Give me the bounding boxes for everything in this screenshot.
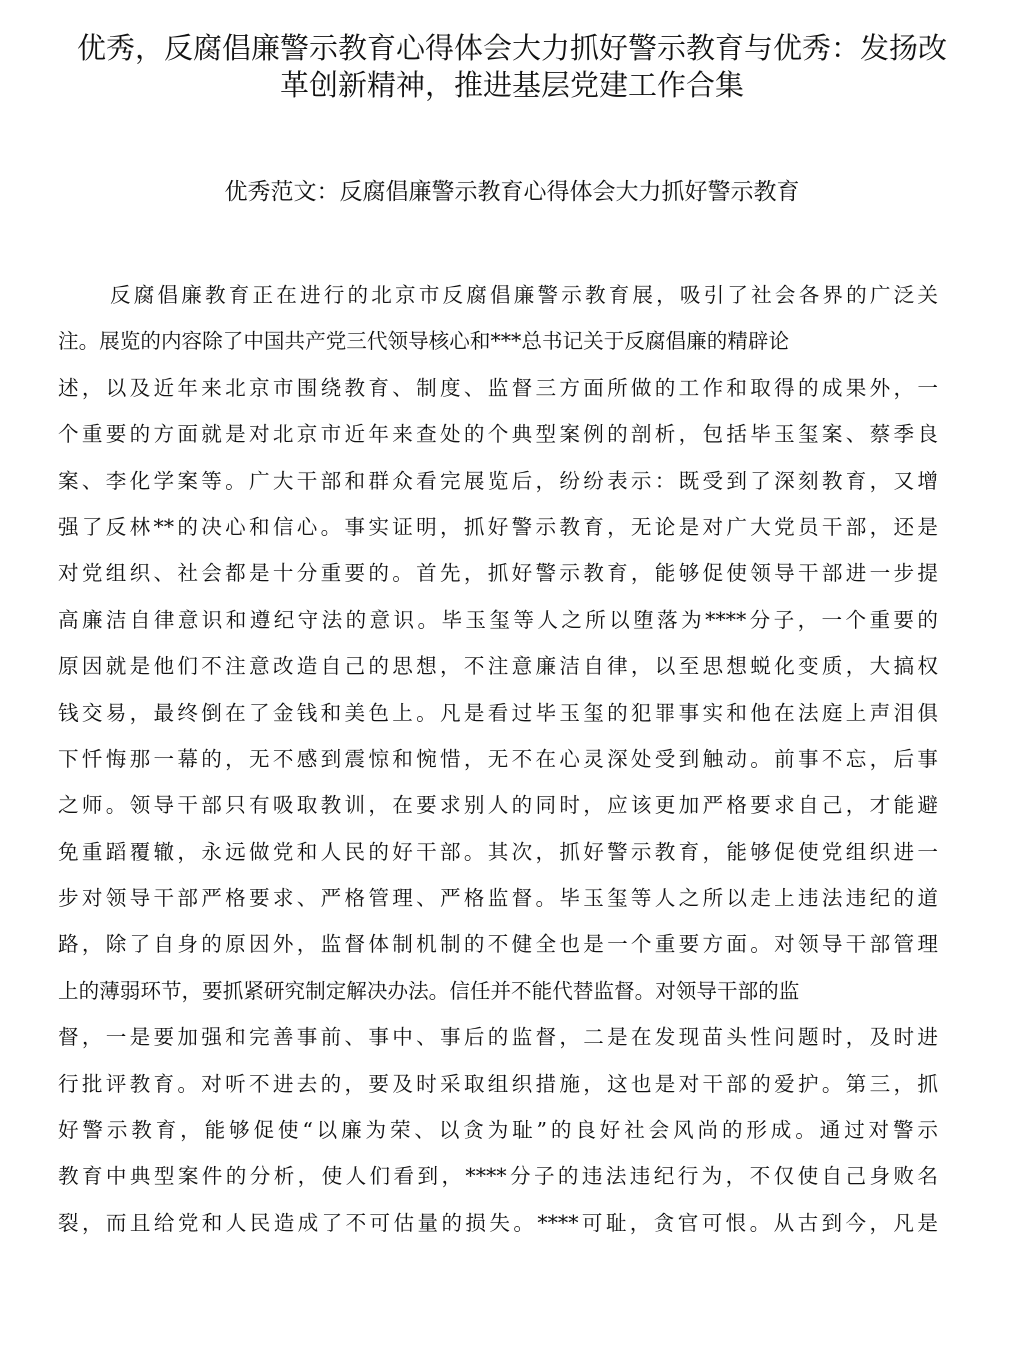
body-line: 原因就是他们不注意改造自己的思想，不注意廉洁自律，以至思想蜕化变质，大搞权: [58, 654, 938, 679]
body-line: 述，以及近年来北京市围绕教育、制度、监督三方面所做的工作和取得的成果外，一: [58, 375, 938, 400]
body-line: 上的薄弱环节，要抓紧研究制定解决办法。信任并不能代替监督。对领导干部的监: [58, 978, 800, 1003]
body-line: 强了反林**的决心和信心。事实证明，抓好警示教育，无论是对广大党员干部，还是: [58, 514, 938, 539]
body-line: 案、李化学案等。广大干部和群众看完展览后，纷纷表示：既受到了深刻教育，又增: [58, 468, 938, 493]
section-title: 优秀范文：反腐倡廉警示教育心得体会大力抓好警示教育: [224, 179, 800, 205]
body-line: 高廉洁自律意识和遵纪守法的意识。毕玉玺等人之所以堕落为****分子，一个重要的: [58, 607, 938, 632]
body-line: 路，除了自身的原因外，监督体制机制的不健全也是一个重要方面。对领导干部管理: [58, 932, 938, 957]
body-line: 免重蹈覆辙，永远做党和人民的好干部。其次，抓好警示教育，能够促使党组织进一: [58, 839, 938, 864]
body-line: 步对领导干部严格要求、严格管理、严格监督。毕玉玺等人之所以走上违法违纪的道: [58, 886, 938, 911]
document-title-line: 优秀，反腐倡廉警示教育心得体会大力抓好警示教育与优秀：发扬改: [76, 31, 947, 65]
body-line: 个重要的方面就是对北京市近年来查处的个典型案例的剖析，包括毕玉玺案、蔡季良: [58, 422, 938, 447]
body-line: 之师。领导干部只有吸取教训，在要求别人的同时，应该更加严格要求自己，才能避: [58, 793, 938, 818]
body-line: 行批评教育。对听不进去的，要及时采取组织措施，这也是对干部的爱护。第三，抓: [58, 1071, 938, 1096]
document-title-line: 革创新精神，推进基层党建工作合集: [279, 68, 744, 102]
body-line: 反腐倡廉教育正在进行的北京市反腐倡廉警示教育展，吸引了社会各界的广泛关: [110, 283, 938, 307]
body-line: 钱交易，最终倒在了金钱和美色上。凡是看过毕玉玺的犯罪事实和他在法庭上声泪俱: [58, 700, 938, 725]
body-line: 督，一是要加强和完善事前、事中、事后的监督，二是在发现苗头性问题时，及时进: [58, 1025, 938, 1050]
body-line: 对党组织、社会都是十分重要的。首先，抓好警示教育，能够促使领导干部进一步提: [58, 561, 938, 586]
body-paragraph: [58, 272, 938, 1246]
document-title: [60, 30, 964, 104]
body-line: 注。展览的内容除了中国共产党三代领导核心和***总书记关于反腐倡廉的精辟论: [58, 329, 790, 354]
body-line: 教育中典型案件的分析，使人们看到，****分子的违法违纪行为，不仅使自己身败名: [58, 1164, 938, 1189]
body-line: 裂，而且给党和人民造成了不可估量的损失。****可耻，贪官可恨。从古到今，凡是: [58, 1210, 938, 1235]
body-line: 好警示教育，能够促使“以廉为荣、以贪为耻”的良好社会风尚的形成。通过对警示: [58, 1118, 938, 1143]
body-line: 下忏悔那一幕的，无不感到震惊和惋惜，无不在心灵深处受到触动。前事不忘，后事: [58, 746, 938, 771]
